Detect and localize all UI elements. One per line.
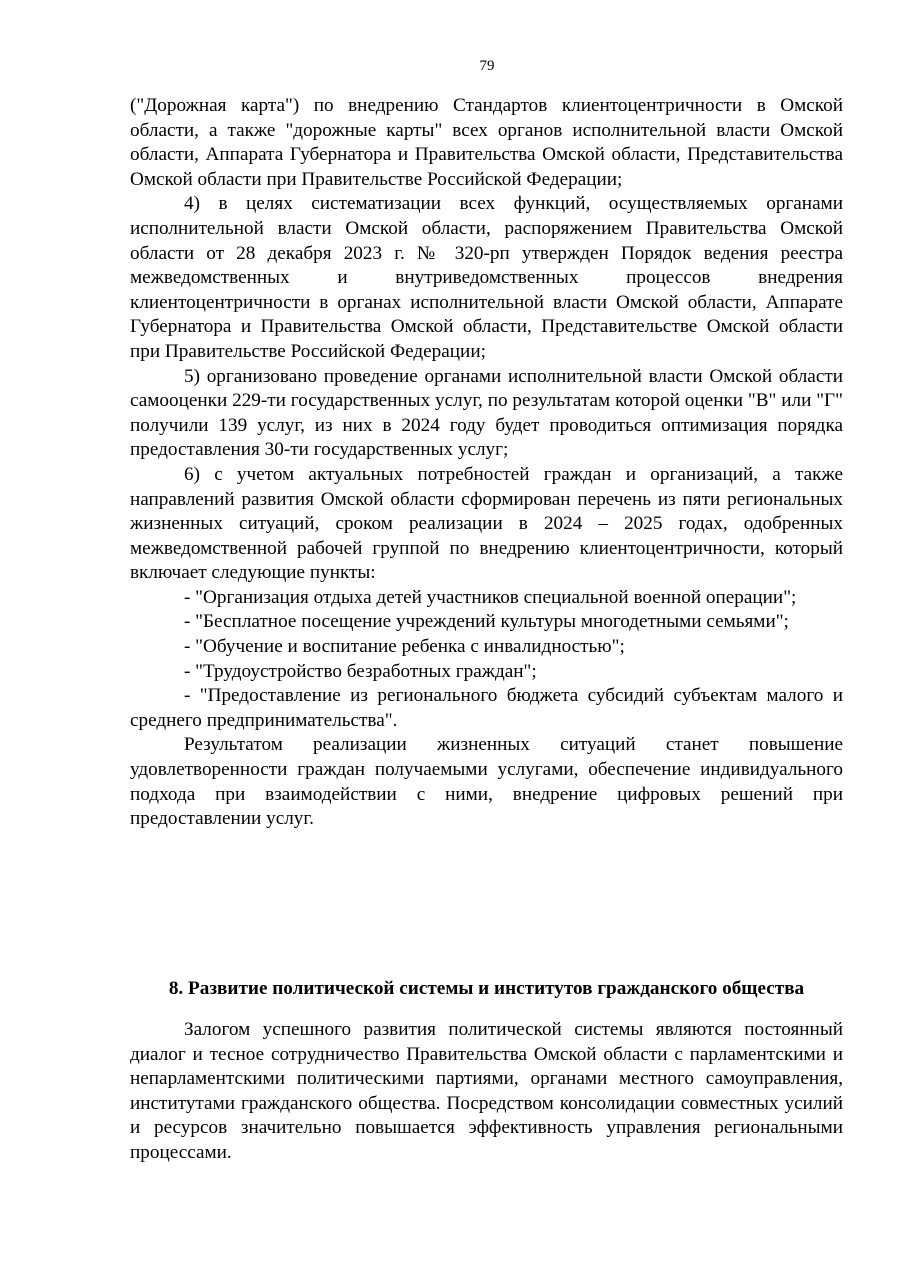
list-item-life-situation-5: - "Предоставление из регионального бюджета субсидий субъектам малого и среднего предпринимательства". [130, 685, 843, 731]
paragraph-item-5: 5) организовано проведение органами исполнительной власти Омской области самооценки 229-ти государственных услуг, по результатам которой оценки "В" или "Г" получили 139 услуг, из них в 2024 году будет проводиться оптимизация порядка предоставления 30-ти государственных услуг; [130, 365, 843, 461]
list-item-life-situation-1: - "Организация отдыха детей участников специальной военной операции"; [184, 586, 797, 608]
list-item-life-situation-4: - "Трудоустройство безработных граждан"; [184, 660, 537, 682]
paragraph-item-6: 6) с учетом актуальных потребностей граждан и организаций, а также направлений развития Омской области сформирован перечень из пяти региональных жизненных ситуаций, сроком реализации в 2024 – 2025 годах, одобренных межведомственной рабочей группой по внедрению клиентоцентричности, который включает следующие пункты: [130, 463, 843, 584]
section-8-paragraph: Залогом успешного развития политической системы являются постоянный диалог и тесное сотрудничество Правительства Омской области с парламентскими и непарламентскими политическими партиями, органами местного самоуправления, институтами гражданского общества. Посредством консолидации совместных усилий и ресурсов значительно повышается эффективность управления региональными процессами. [130, 1019, 843, 1163]
section-8-heading: 8. Развитие политической системы и институтов гражданского общества [168, 978, 805, 999]
paragraph-result: Результатом реализации жизненных ситуаций станет повышение удовлетворенности граждан получаемыми услугами, обеспечение индивидуального подхода при взаимодействии с ними, внедрение цифровых решений при предоставлении услуг. [130, 734, 843, 830]
paragraph-item-4: 4) в целях систематизации всех функций, осуществляемых органами исполнительной власти Омской области, распоряжением Правительства Омской области от 28 декабря 2023 г. № 320-рп утвержден Порядок ведения реестра межведомственных и внутриведомственных процессов внедрения клиентоцентричности в органах исполнительной власти Омской области, Аппарате Губернатора и Правительства Омской области, Представительстве Омской области при Правительстве Российской Федерации; [130, 193, 843, 362]
document-body [130, 94, 843, 832]
list-item-life-situation-3: - "Обучение и воспитание ребенка с инвалидностью"; [184, 636, 625, 658]
list-item-life-situation-2: - "Бесплатное посещение учреждений культуры многодетными семьями"; [184, 611, 789, 633]
paragraph-roadmap-continuation: ("Дорожная карта") по внедрению Стандартов клиентоцентричности в Омской области, а также "дорожные карты" всех органов исполнительной власти Омской области, Аппарата Губернатора и Правительства Омской области, Представительства Омской области при Правительстве Российской Федерации; [130, 95, 843, 190]
page-number: 79 [479, 58, 495, 74]
section-8-body [130, 1018, 843, 1166]
